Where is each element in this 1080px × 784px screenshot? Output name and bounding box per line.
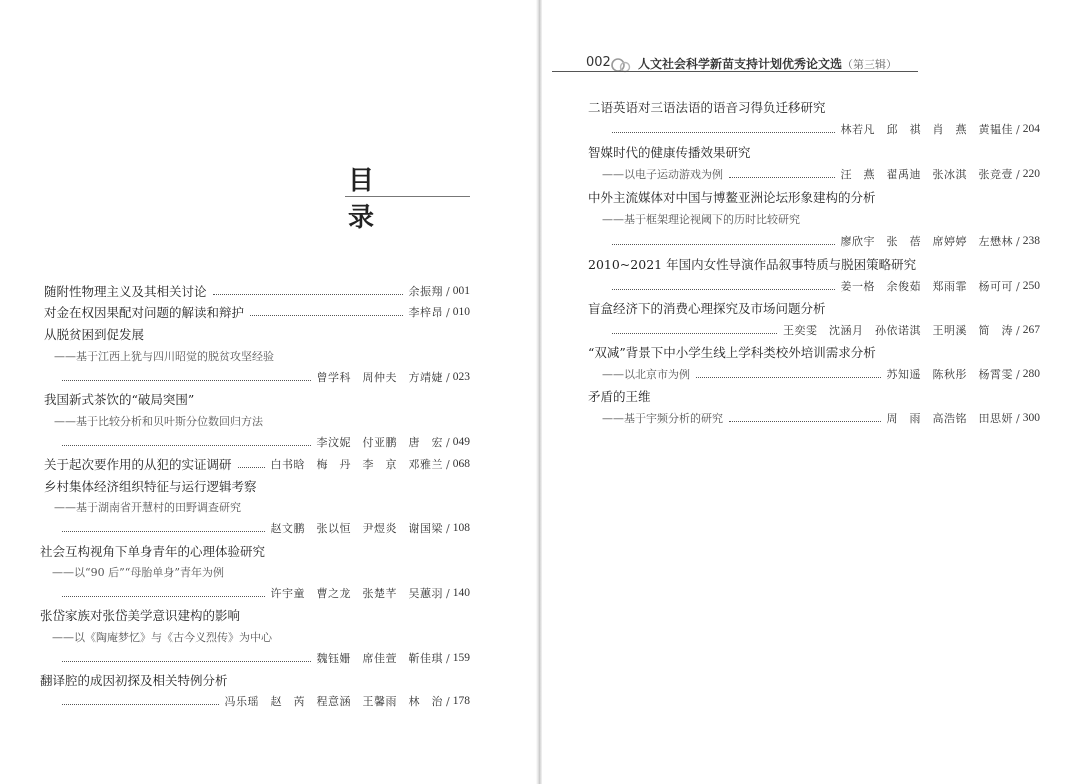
- entry-subtitle: ——基于江西上犹与四川昭觉的脱贫攻坚经验: [54, 350, 274, 363]
- entry-authors: 李梓昂: [408, 306, 444, 319]
- entry-title: 张岱家族对张岱美学意识建构的影响: [40, 608, 241, 623]
- entry-page: 267: [1022, 324, 1040, 336]
- entry-authors: 冯乐瑶 赵 芮 程意涵 王馨雨 林 治: [224, 695, 444, 708]
- entry-title: 矛盾的王维: [588, 389, 651, 404]
- toc-entry-subtitle-line: [602, 208, 1040, 230]
- toc-entry-title-line[interactable]: [588, 297, 1040, 319]
- toc-entry-subtitle-author-line[interactable]: [602, 163, 1040, 185]
- entry-page: 220: [1022, 168, 1040, 180]
- toc-entry-subtitle-author-line[interactable]: [602, 363, 1040, 385]
- entry-title: 社会互构视角下单身青年的心理体验研究: [40, 544, 266, 559]
- entry-title: 对金在权因果配对问题的解读和辩护: [44, 305, 245, 320]
- entry-title: 关于起次要作用的从犯的实证调研: [44, 457, 232, 472]
- book-title-text: 人文社会科学新苗支持计划优秀论文选: [638, 57, 843, 71]
- entry-authors: 魏钰姗 席佳萱 靳佳琪: [316, 652, 444, 665]
- entry-authors: 赵文鹏 张以恒 尹煜炎 谢国梁: [270, 522, 444, 535]
- toc-entry-author-line[interactable]: [612, 319, 1040, 341]
- entry-subtitle: ——基于湖南省开慧村的田野调查研究: [54, 501, 241, 514]
- separator: /: [1016, 234, 1020, 248]
- toc-entry-title-line[interactable]: [588, 341, 1040, 363]
- entry-authors: 余振翔: [408, 285, 444, 298]
- entry-title: “双减”背景下中小学生线上学科类校外培训需求分析: [588, 345, 876, 360]
- entry-page: 108: [452, 522, 470, 534]
- separator: /: [1016, 323, 1020, 337]
- entry-page: 300: [1022, 412, 1040, 424]
- separator: /: [1016, 367, 1020, 381]
- entry-authors: 李汶妮 付亚鹏 唐 宏: [316, 436, 444, 449]
- entry-subtitle: ——基于宇频分析的研究: [602, 412, 723, 425]
- entry-title: 从脱贫困到促发展: [44, 327, 145, 342]
- separator: /: [446, 586, 450, 600]
- dot-leader: [612, 289, 835, 290]
- entry-page: 140: [452, 587, 470, 599]
- dot-leader: [696, 377, 881, 378]
- book-volume-text: （第三辑）: [842, 58, 898, 71]
- entry-page: 068: [452, 458, 470, 470]
- entry-authors: 王奕雯 沈涵月 孙依诺淇 王明溪 简 涛: [783, 324, 1014, 337]
- separator: /: [446, 651, 450, 665]
- separator: /: [446, 284, 450, 298]
- entry-title: 随附性物理主义及其相关讨论: [44, 284, 207, 299]
- dot-leader: [729, 421, 881, 422]
- separator: /: [1016, 279, 1020, 293]
- toc-entry-subtitle-author-line[interactable]: [602, 407, 1040, 429]
- entry-page: 280: [1022, 368, 1040, 380]
- toc-entry-title-line[interactable]: [588, 141, 1040, 163]
- entry-page: 178: [452, 695, 470, 707]
- entry-title: 中外主流媒体对中国与博鳌亚洲论坛形象建构的分析: [588, 190, 876, 205]
- separator: /: [1016, 167, 1020, 181]
- entry-subtitle: ——基于比较分析和贝叶斯分位数回归方法: [54, 415, 263, 428]
- toc-entry-title-line[interactable]: [588, 96, 1040, 118]
- entry-authors: 许宇童 曹之龙 张楚芊 吴蕙羽: [270, 587, 444, 600]
- entry-page: 159: [452, 652, 470, 664]
- entry-page: 204: [1022, 123, 1040, 135]
- entry-title: 二语英语对三语法语的语音习得负迁移研究: [588, 100, 826, 115]
- separator: /: [446, 457, 450, 471]
- dot-leader: [612, 132, 835, 133]
- entry-page: 238: [1022, 235, 1040, 247]
- toc-entry-author-line[interactable]: [612, 230, 1040, 252]
- separator: /: [446, 370, 450, 384]
- entry-authors: 汪 燕 翟禹迪 张冰淇 张竞壹: [840, 168, 1014, 181]
- entry-title: 盲盒经济下的消费心理探究及市场问题分析: [588, 301, 826, 316]
- entry-authors: 廖欣宇 张 蓓 席婷婷 左懋林: [840, 235, 1014, 248]
- toc-entry-title-line[interactable]: [588, 186, 1040, 208]
- entry-authors: 林若凡 邱 祺 肖 燕 黄韫佳: [840, 123, 1014, 136]
- separator: /: [1016, 411, 1020, 425]
- entry-page: 010: [452, 306, 470, 318]
- toc-entry-title-line[interactable]: [588, 385, 1040, 407]
- entry-page: 049: [452, 436, 470, 448]
- entry-authors: 周 雨 高浩铭 田思妍: [886, 412, 1014, 425]
- entry-title: 2010~2021 年国内女性导演作品叙事特质与脱困策略研究: [588, 257, 917, 272]
- separator: /: [446, 521, 450, 535]
- entry-title: 乡村集体经济组织特征与运行逻辑考察: [44, 479, 257, 494]
- dot-leader: [612, 244, 835, 245]
- entry-page: 001: [452, 285, 470, 297]
- separator: /: [446, 694, 450, 708]
- entry-page: 250: [1022, 280, 1040, 292]
- entry-title: 翻译腔的成因初探及相关特例分析: [40, 673, 228, 688]
- dot-leader: [729, 177, 835, 178]
- separator: /: [446, 305, 450, 319]
- entry-authors: 曾学科 周仲夫 方靖婕: [316, 371, 444, 384]
- toc-entry-author-line[interactable]: [612, 275, 1040, 297]
- entry-title: 我国新式茶饮的“破局突围”: [44, 392, 195, 407]
- entry-title: 智媒时代的健康传播效果研究: [588, 145, 751, 160]
- entry-page: 023: [452, 371, 470, 383]
- entry-subtitle: ——基于框架理论视阈下的历时比较研究: [602, 213, 800, 226]
- separator: /: [446, 435, 450, 449]
- entry-authors: 姜一格 余俊茹 郑雨霏 杨可可: [840, 280, 1014, 293]
- entry-subtitle: ——以“90 后”“母胎单身”青年为例: [52, 566, 224, 579]
- dot-leader: [612, 333, 777, 334]
- entry-authors: 白书晗 梅 丹 李 京 邓雅兰: [270, 458, 444, 471]
- entry-subtitle: ——以《陶庵梦忆》与《古今义烈传》为中心: [52, 631, 272, 644]
- toc-title: 目 录: [348, 166, 453, 233]
- entry-subtitle: ——以电子运动游戏为例: [602, 168, 723, 181]
- entry-subtitle: ——以北京市为例: [602, 368, 690, 381]
- separator: /: [1016, 122, 1020, 136]
- entry-authors: 苏知遥 陈秋彤 杨霄雯: [886, 368, 1014, 381]
- toc-entry-author-line[interactable]: [612, 118, 1040, 140]
- header-page-number: 002: [586, 55, 611, 70]
- toc-entry-title-line[interactable]: [588, 253, 1040, 275]
